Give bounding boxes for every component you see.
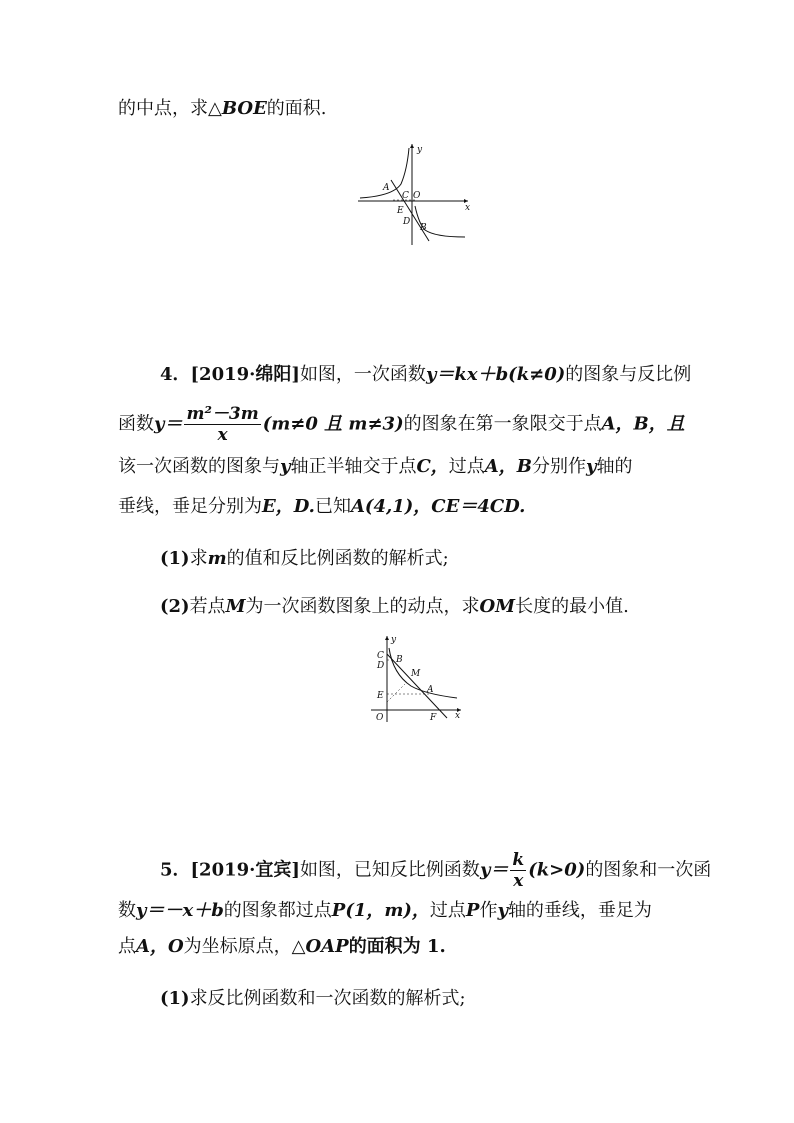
fraction-denominator: x	[217, 425, 228, 445]
text: 函数	[118, 413, 154, 435]
fig1-label-c: C	[402, 191, 409, 201]
math: A(4,1)，CE＝4CD.	[350, 496, 526, 517]
text: 的图象与反比例	[565, 364, 692, 385]
text: 求反比例函数和一次函数的解析式;	[189, 988, 466, 1009]
math: y＝kx＋b(k≠0)	[425, 364, 566, 385]
fig2-label-f: F	[430, 713, 437, 723]
math: P	[465, 900, 480, 921]
text: 轴的垂线，垂足为	[507, 900, 652, 921]
text: 的面积为 1.	[348, 936, 446, 957]
fraction-denominator: x	[513, 871, 524, 891]
fig1-label-d: D	[403, 217, 411, 227]
figure-1-graph	[355, 140, 475, 250]
math: (m≠0 且 m≠3)	[262, 413, 404, 435]
problem-4-question-2	[160, 594, 629, 620]
math: y	[280, 456, 291, 477]
math: C，	[416, 456, 449, 477]
fig2-label-d: D	[377, 661, 385, 671]
fig1-label-e: E	[397, 206, 404, 216]
problem-number: 5．	[160, 859, 191, 881]
math: m	[207, 548, 227, 569]
figure-2-graph	[365, 632, 465, 724]
math: M	[225, 596, 246, 617]
text: 为一次函数图象上的动点，求	[245, 596, 480, 617]
continuation-line	[118, 96, 327, 122]
fig2-label-a: A	[427, 685, 434, 695]
fig1-label-b: B	[420, 223, 427, 233]
text: 分别作	[531, 456, 586, 477]
var-boe: BOE	[221, 98, 267, 119]
fig1-label-x: x	[465, 203, 471, 213]
text: 为坐标原点，△	[183, 936, 306, 957]
text: 垂线，垂足分别为	[118, 496, 262, 517]
text: 该一次函数的图象与	[118, 456, 280, 477]
math: y＝	[154, 413, 183, 435]
problem-source: [2019·宜宾]	[190, 859, 300, 881]
problem-4-question-1	[160, 546, 449, 572]
problem-5-line-1	[160, 850, 711, 891]
fig2-label-y: y	[391, 635, 397, 645]
problem-5-question-1	[160, 986, 466, 1012]
text: 如图，一次函数	[299, 364, 426, 385]
problem-source: [2019·绵阳]	[190, 364, 300, 385]
problem-number: 4．	[160, 364, 191, 385]
fraction-m	[184, 404, 260, 445]
problem-4-line-2	[118, 404, 685, 445]
math: (k>0)	[528, 859, 586, 881]
fraction-k	[510, 850, 526, 891]
question-number: (1)	[160, 988, 190, 1009]
text: 如图，已知反比例函数	[299, 859, 480, 881]
text: 点	[118, 936, 136, 957]
text: 若点	[189, 596, 226, 617]
fig1-label-y: y	[417, 145, 423, 155]
text: 的图象和一次函	[585, 859, 712, 881]
problem-5-line-2	[118, 898, 652, 924]
text: 已知	[314, 496, 351, 517]
fraction-numerator: k	[512, 850, 525, 870]
problem-4-line-4	[118, 494, 525, 520]
fig1-label-o: O	[413, 191, 421, 201]
math: y	[497, 900, 508, 921]
math: P(1，m)，	[331, 900, 430, 921]
math: A，O	[136, 936, 184, 957]
problem-4-line-3	[118, 454, 632, 480]
fig2-label-m: M	[411, 669, 421, 679]
text: 过点	[429, 900, 466, 921]
problem-4-line-1	[160, 362, 691, 388]
math: A，B，且	[601, 413, 685, 435]
fig2-label-b: B	[396, 655, 403, 665]
math: y	[585, 456, 597, 477]
fig2-label-c: C	[377, 651, 384, 661]
text: 轴正半轴交于点	[290, 456, 417, 477]
text: 作	[479, 900, 498, 921]
text: 求	[189, 548, 208, 569]
math: E，D.	[262, 496, 315, 517]
text: 过点	[448, 456, 485, 477]
math: A，B	[484, 456, 532, 477]
fraction-numerator: m²－3m	[186, 404, 259, 424]
fig2-label-e: E	[377, 691, 384, 701]
fig2-label-o: O	[376, 713, 384, 723]
text: 的值和反比例函数的解析式;	[226, 548, 449, 569]
problem-5-line-3	[118, 934, 446, 960]
math: OAP	[305, 936, 349, 957]
text: 的面积.	[266, 98, 327, 119]
text: 的中点，求△	[118, 98, 222, 119]
math: y＝－x＋b	[136, 900, 224, 921]
text: 长度的最小值.	[515, 596, 629, 617]
math: OM	[479, 596, 516, 617]
fig2-label-x: x	[455, 711, 461, 721]
question-number: (1)	[160, 548, 190, 569]
question-number: (2)	[160, 596, 190, 617]
text: 数	[118, 900, 136, 921]
text: 轴的	[596, 456, 633, 477]
text: 的图象在第一象限交于点	[403, 413, 602, 435]
fig1-label-a: A	[383, 183, 390, 193]
text: 的图象都过点	[223, 900, 332, 921]
math: y＝	[479, 859, 509, 881]
